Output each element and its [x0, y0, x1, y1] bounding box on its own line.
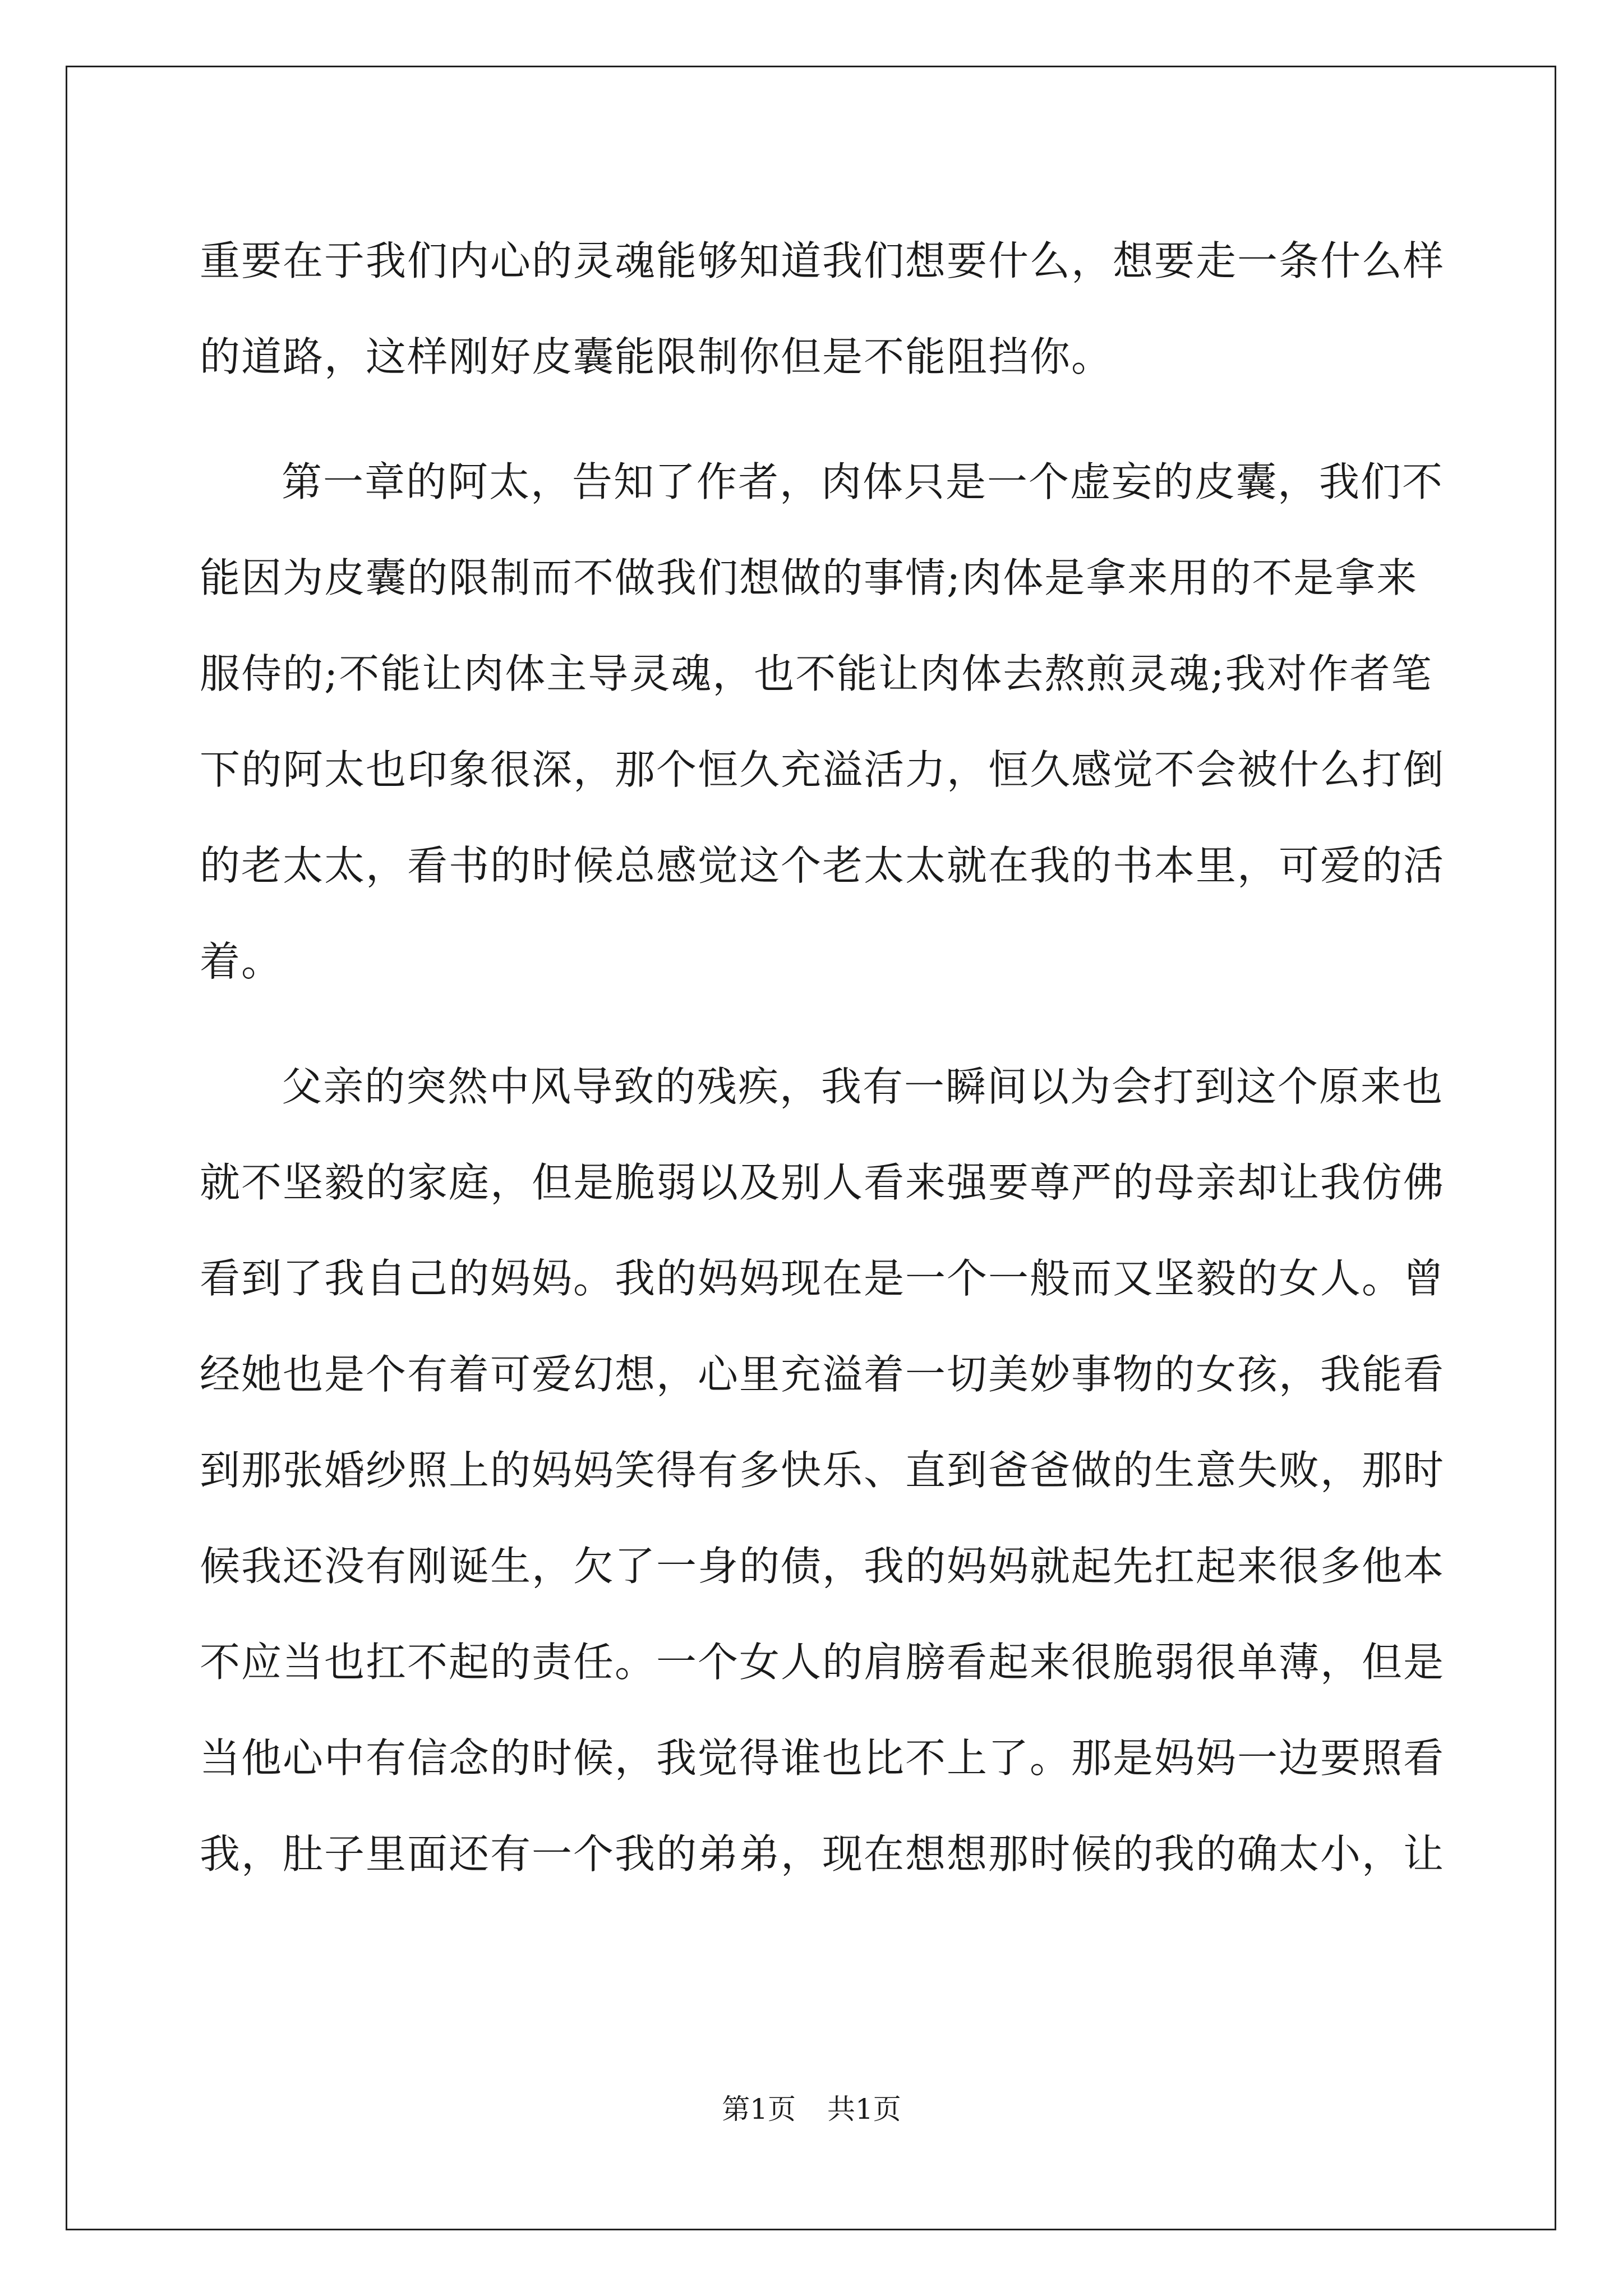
text-line: 我，肚子里面还有一个我的弟弟，现在想想那时候的我的确太小，让 — [200, 1830, 1445, 1878]
text-line: 经她也是个有着可爱幻想，心里充溢着一切美妙事物的女孩，我能看 — [200, 1351, 1445, 1398]
page-total: 共1页 — [827, 2093, 901, 2125]
text-line: 能因为皮囊的限制而不做我们想做的事情;肉体是拿来用的不是拿来 — [200, 554, 1418, 601]
paragraph-1 — [200, 213, 1445, 405]
text-line: 父亲的突然中风导致的残疾，我有一瞬间以为会打到这个原来也 — [282, 1063, 1444, 1110]
paragraph-2 — [200, 434, 1445, 1010]
text-line: 着。 — [200, 938, 283, 985]
page-number: 第1页 — [722, 2093, 796, 2125]
page-footer — [0, 2087, 1623, 2127]
text-line: 第一章的阿太，告知了作者，肉体只是一个虚妄的皮囊，我们不 — [282, 458, 1444, 505]
text-line: 下的阿太也印象很深，那个恒久充溢活力，恒久感觉不会被什么打倒 — [200, 746, 1445, 793]
text-line: 就不坚毅的家庭，但是脆弱以及别人看来强要尊严的母亲却让我仿佛 — [200, 1159, 1445, 1206]
text-line: 到那张婚纱照上的妈妈笑得有多快乐、直到爸爸做的生意失败，那时 — [200, 1447, 1445, 1494]
text-line: 的老太太，看书的时候总感觉这个老太太就在我的书本里，可爱的活 — [200, 842, 1445, 889]
text-line: 不应当也扛不起的责任。一个女人的肩膀看起来很脆弱很单薄，但是 — [200, 1639, 1445, 1686]
text-line: 候我还没有刚诞生，欠了一身的债，我的妈妈就起先扛起来很多他本 — [200, 1543, 1445, 1590]
text-line: 的道路，这样刚好皮囊能限制你但是不能阻挡你。 — [200, 333, 1113, 380]
text-line: 重要在于我们内心的灵魂能够知道我们想要什么，想要走一条什么样 — [200, 237, 1445, 284]
paragraph-3 — [200, 1039, 1445, 1902]
document-body — [200, 213, 1445, 1902]
text-line: 服侍的;不能让肉体主导灵魂，也不能让肉体去熬煎灵魂;我对作者笔 — [200, 650, 1433, 697]
text-line: 当他心中有信念的时候，我觉得谁也比不上了。那是妈妈一边要照看 — [200, 1734, 1445, 1782]
text-line: 看到了我自己的妈妈。我的妈妈现在是一个一般而又坚毅的女人。曾 — [200, 1255, 1445, 1302]
